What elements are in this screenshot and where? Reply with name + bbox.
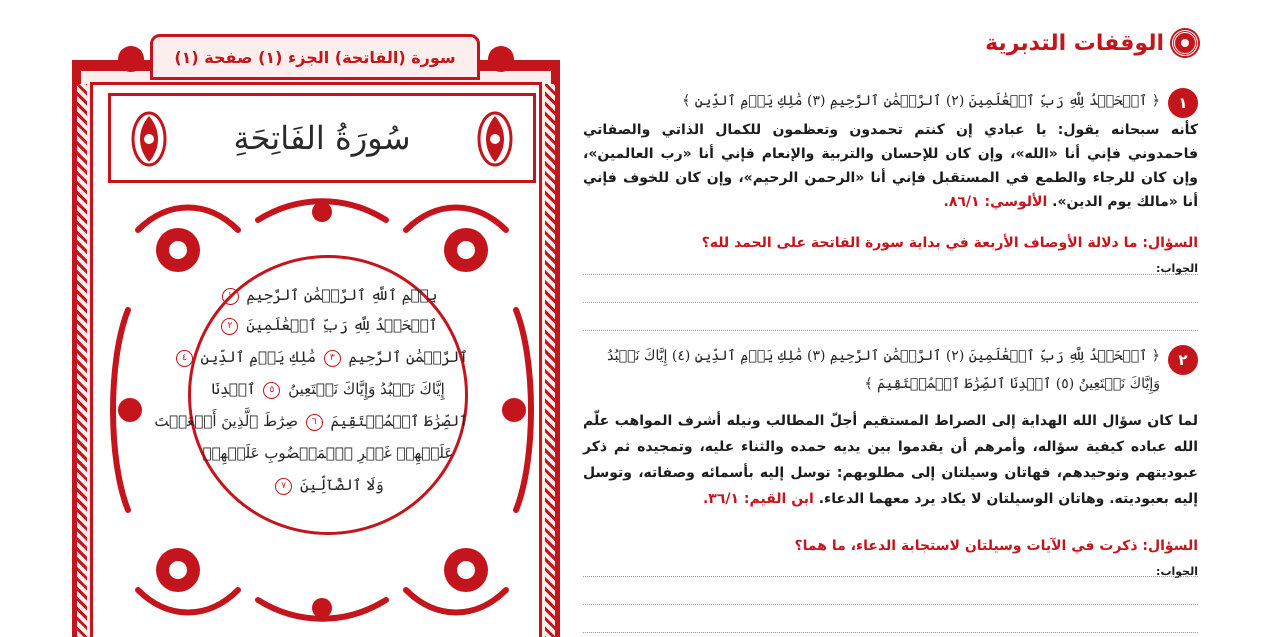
verse-text: ٱهۡدِنَا <box>211 380 256 398</box>
mushaf-verses <box>154 282 468 512</box>
mushaf-line <box>188 380 468 399</box>
answer-label: الجواب: <box>1156 262 1198 275</box>
floral-ornament-icon <box>475 110 515 168</box>
answer-label: الجواب: <box>1156 565 1198 578</box>
item-number-badge: ١ <box>1168 88 1198 118</box>
quran-verse: ﴿ ٱلۡحَمۡدُ لِلَّهِ رَبِّ ٱلۡعَٰلَمِينَ (٢) ٱلرَّحۡمَٰنِ ٱلرَّحِيمِ (٣) مَٰلِكِ يَوۡمِ ٱلدِّينِ ﴾ <box>682 93 1160 109</box>
quran-verse: ﴿ ٱلۡحَمۡدُ لِلَّهِ رَبِّ ٱلۡعَٰلَمِينَ (٢) ٱلرَّحۡمَٰنِ ٱلرَّحِيمِ (٣) مَٰلِكِ يَوۡمِ ٱلدِّينِ (٤) إِيَّاكَ نَعۡبُدُ <box>607 348 1160 364</box>
verse-number: ٦ <box>306 414 323 431</box>
verse-number: ١ <box>222 288 239 305</box>
question-text: السؤال: ذكرت في الآيات وسيلتان لاستجابة الدعاء، ما هما؟ <box>794 538 1198 554</box>
verse-number: ٥ <box>263 382 280 399</box>
section-title-text: الوقفات التدبرية <box>985 30 1164 56</box>
answer-line[interactable] <box>583 330 1198 331</box>
answer-line[interactable] <box>583 604 1198 605</box>
verse-text: مَٰلِكِ يَوۡمِ ٱلدِّينِ <box>200 348 316 366</box>
verse-number: ٣ <box>324 350 341 367</box>
mushaf-line <box>181 348 468 367</box>
verse-text: صِرَٰطَ ٱلَّذِينَ أَنۡعَمۡتَ <box>154 412 298 430</box>
verse-text: ٱلرَّحۡمَٰنِ ٱلرَّحِيمِ <box>348 348 468 366</box>
surah-name: سُورَةُ الفَاتِحَةِ <box>233 119 411 157</box>
answer-line[interactable] <box>583 274 1198 275</box>
reflection-text <box>583 118 1198 214</box>
mushaf-line <box>188 444 468 462</box>
verse-text: بِسۡمِ ٱللَّهِ ٱلرَّحۡمَٰنِ ٱلرَّحِيمِ <box>246 286 438 304</box>
mushaf-line <box>154 412 468 431</box>
reflection-text <box>583 408 1198 512</box>
answer-line[interactable] <box>583 302 1198 303</box>
section-title <box>985 30 1198 56</box>
reflection-body: لما كان سؤال الله الهداية إلى الصراط المستقيم أجلّ المطالب ونيله أشرف المواهب علّم الله عباده كيفية سؤاله، وأمرهم أن يقدموا بين يديه حمده والثناء عليه، وتمجيده ثم ذكر عبوديتهم وتوحيدهم، فهاتان وسيلتان إلى مطلوبهم: توسل إليه بأسمائه وصفاته، وتوسل إليه بعبوديته. وهاتان الوسيلتان لا يكاد يرد معهما الدعاء. <box>583 413 1198 507</box>
mushaf-line <box>188 476 468 495</box>
source-citation: ابن القيم: ٣٦/١. <box>702 491 814 507</box>
verse-number: ٧ <box>275 478 292 495</box>
verse-text: وَلَا ٱلضَّآلِّينَ <box>299 476 384 494</box>
verse-number: ٢ <box>221 318 238 335</box>
page-header-tab <box>150 34 480 80</box>
verse-text: عَلَيۡهِمۡ غَيۡرِ ٱلۡمَغۡضُوبِ عَلَيۡهِمۡ <box>202 444 454 462</box>
verse-text: إِيَّاكَ نَعۡبُدُ وَإِيَّاكَ نَسۡتَعِينُ <box>288 380 445 398</box>
rosette-icon <box>1172 30 1198 56</box>
mushaf-line <box>188 286 468 305</box>
quran-verse: وَإِيَّاكَ نَسۡتَعِينُ (٥) ٱهۡدِنَا ٱلصِّرَٰطَ ٱلۡمُسۡتَقِيمَ ﴾ <box>864 376 1160 392</box>
surah-title-band <box>108 93 536 183</box>
verse-text: ٱلصِّرَٰطَ ٱلۡمُسۡتَقِيمَ <box>330 412 468 430</box>
reflection-body: كأنه سبحانه يقول: يا عبادي إن كنتم تحمدون وتعظمون للكمال الذاتي والصفاتي فاحمدوني فإني أنا «الله»، وإن كان للإحسان والتربية والإنعام فإني أنا «رب العالمين»، وإن كان للرجاء والطمع في المستقبل فإني أنا «الرحمن الرحيم»، وإن كان للخوف فإني أنا «مالك يوم الدين». <box>583 122 1198 210</box>
source-citation: الألوسي: ٨٦/١. <box>943 194 1048 210</box>
reflections-column <box>578 0 1198 637</box>
verse-number: ٤ <box>176 350 193 367</box>
answer-line[interactable] <box>583 576 1198 577</box>
page-header-text: سورة (الفاتحة) الجزء (١) صفحة (١) <box>174 47 456 67</box>
frame-stripe-right <box>545 84 555 637</box>
frame-stripe-left <box>77 84 87 637</box>
item-number-badge: ٢ <box>1168 345 1198 375</box>
mushaf-line <box>188 316 468 335</box>
verse-text: ٱلۡحَمۡدُ لِلَّهِ رَبِّ ٱلۡعَٰلَمِينَ <box>246 316 438 334</box>
question-text: السؤال: ما دلالة الأوصاف الأربعة في بداية سورة الفاتحة على الحمد لله؟ <box>701 235 1198 251</box>
ornament-dot-left <box>118 46 144 72</box>
ornament-dot-right <box>488 46 514 72</box>
floral-ornament-icon <box>129 110 169 168</box>
answer-line[interactable] <box>583 632 1198 633</box>
